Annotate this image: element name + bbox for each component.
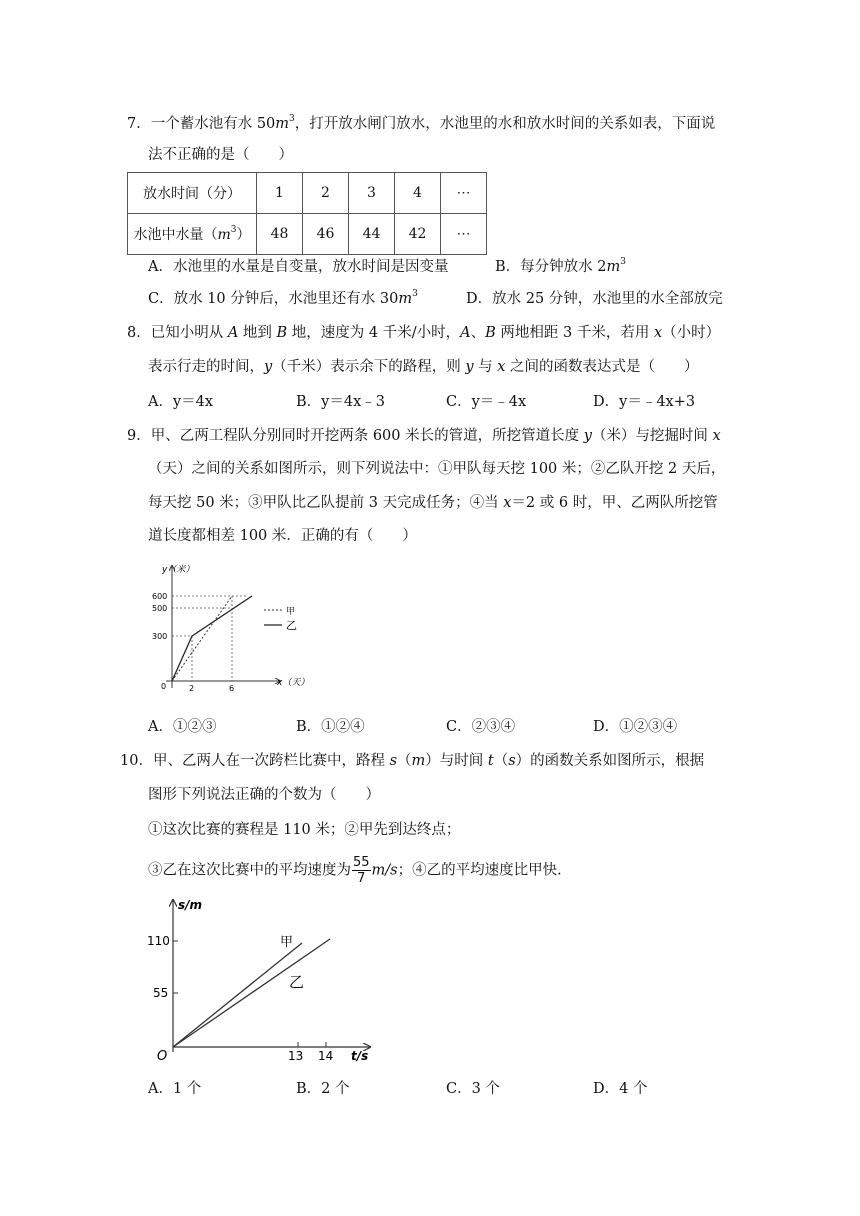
q9-text: （米）与挖掘时间 <box>591 428 713 444</box>
q9-text: 每天挖 50 米；③甲队比乙队提前 3 天完成任务；④当 <box>148 495 504 511</box>
y-axis-label: s/m <box>178 898 203 912</box>
q10-text: ）的函数关系如图所示，根据 <box>515 753 705 769</box>
q9-option-b[interactable]: B．①②④ <box>296 719 365 735</box>
q9-option-a[interactable]: A．①②③ <box>148 719 217 735</box>
series-yi-label: 乙 <box>289 973 305 991</box>
var-s: s <box>389 753 398 769</box>
var-x: x <box>712 428 721 444</box>
q7-option-d[interactable]: D．放水 25 分钟，水池里的水全部放完 <box>466 291 723 307</box>
q10-text: ③乙在这次比赛中的平均速度为 <box>148 862 351 879</box>
q10-option-c[interactable]: C．3 个 <box>446 1081 500 1097</box>
table-cell: 3 <box>349 173 395 214</box>
table-cell: 48 <box>257 214 303 255</box>
q7-line1 <box>127 114 715 134</box>
fraction-numerator: 55 <box>353 855 370 870</box>
var-y: y <box>465 359 474 375</box>
table-head-text: ） <box>236 227 251 243</box>
var-t: t <box>487 753 494 769</box>
q8-option-b[interactable]: B．y＝4x﹣3 <box>296 394 385 410</box>
y-tick-110: 110 <box>147 934 170 948</box>
q10-option-a[interactable]: A．1 个 <box>148 1081 202 1097</box>
y-tick-600: 600 <box>152 592 168 601</box>
table-cell: ⋯ <box>441 214 487 255</box>
q9-option-d[interactable]: D．①②③④ <box>593 719 678 735</box>
unit-m: m <box>606 259 621 275</box>
q10-text: 10．甲、乙两人在一次跨栏比赛中，路程 <box>120 753 390 769</box>
var-s: s <box>508 753 516 769</box>
x-tick-13: 13 <box>288 1049 304 1062</box>
q8-text: 与 <box>473 359 498 375</box>
unit-m: m <box>398 291 413 307</box>
x-axis-label: t/s <box>351 1049 369 1062</box>
legend-yi-label: 乙 <box>286 619 297 632</box>
q10-text: ）与时间 <box>425 753 488 769</box>
q7-text-b: ，打开放水闸门放水，水池里的水和放水时间的关系如表，下面说 <box>294 116 716 132</box>
var-y: y <box>264 359 273 375</box>
series-jia-line <box>172 596 232 681</box>
q10-line1 <box>120 751 704 771</box>
table-head-water <box>128 214 257 255</box>
y-tick-300: 300 <box>152 632 168 641</box>
q10-line4 <box>148 855 572 886</box>
q7-table <box>127 172 487 255</box>
var-a: A <box>227 325 239 341</box>
x-tick-14: 14 <box>318 1049 334 1062</box>
q8-text: 表示行走的时间， <box>148 359 264 375</box>
q7-line2: 法不正确的是（ ） <box>148 147 293 163</box>
q10-line3: ①这次比赛的赛程是 110 米；②甲先到达终点； <box>148 822 461 838</box>
q10-option-b[interactable]: B．2 个 <box>296 1081 350 1097</box>
x-tick-6: 6 <box>229 684 235 693</box>
unit-m-per-s: m/s <box>371 862 398 879</box>
q9-line2: （天）之间的关系如图所示，则下列说法中：①甲队每天挖 100 米；②乙队开挖 2 天后， <box>148 461 726 477</box>
q7-option-a[interactable]: A．水池里的水量是自变量，放水时间是因变量 <box>148 259 449 275</box>
series-yi-line <box>173 939 330 1047</box>
sup-3: 3 <box>620 257 626 267</box>
table-cell: 44 <box>349 214 395 255</box>
q8-option-d[interactable]: D．y＝﹣4x+3 <box>593 394 696 410</box>
q7-text-a: 7．一个蓄水池有水 50 <box>127 116 276 132</box>
unit-m: m <box>217 227 231 243</box>
sup-3: 3 <box>230 225 237 235</box>
q8-text: 8．已知小明从 <box>127 325 228 341</box>
table-cell: 46 <box>303 214 349 255</box>
q9-text: ＝2 或 6 时，甲、乙两队所挖管 <box>511 495 718 511</box>
q9-option-c[interactable]: C．②③④ <box>446 719 516 735</box>
var-m: m <box>411 753 426 769</box>
origin-label: O <box>157 1049 168 1062</box>
q8-line1 <box>127 323 720 343</box>
q9-line1 <box>127 426 721 446</box>
unit-m: m <box>275 116 290 132</box>
q10-option-d[interactable]: D．4 个 <box>593 1081 648 1097</box>
table-cell: 2 <box>303 173 349 214</box>
q10-chart <box>140 892 385 1062</box>
var-x: x <box>503 495 512 511</box>
table-cell: ⋯ <box>441 173 487 214</box>
q9-chart <box>140 558 340 698</box>
q10-text: ；④乙的平均速度比甲快． <box>397 862 572 879</box>
q8-text: 之间的函数表达式是（ ） <box>505 359 699 375</box>
var-b: B <box>276 325 288 341</box>
sup-3: 3 <box>289 114 295 124</box>
legend-jia-label: 甲 <box>286 607 296 617</box>
table-head-text: 水池中水量（ <box>133 227 218 243</box>
q9-text: 9．甲、乙两工程队分别同时开挖两条 600 米长的管道，所挖管道长度 <box>127 428 584 444</box>
var-x: x <box>497 359 506 375</box>
table-row <box>128 214 487 255</box>
option-text: C．放水 10 分钟后，水池里还有水 30 <box>148 291 399 307</box>
q7-option-b[interactable] <box>495 257 626 277</box>
y-tick-55: 55 <box>153 986 169 1000</box>
y-axis-label: y（米） <box>162 565 195 575</box>
table-cell: 42 <box>395 214 441 255</box>
table-cell: 1 <box>257 173 303 214</box>
var-a: A <box>460 325 471 341</box>
var-b: B <box>485 325 496 341</box>
var-y: y <box>583 428 592 444</box>
q8-text: 两地相距 3 千米，若用 <box>495 325 654 341</box>
x-tick-origin: 0 <box>161 682 167 691</box>
option-text: B．每分钟放水 2 <box>495 259 607 275</box>
q8-option-c[interactable]: C．y＝﹣4x <box>446 394 527 410</box>
fraction-denominator: 7 <box>357 871 366 886</box>
sup-3: 3 <box>412 289 418 299</box>
q10-text: （ <box>493 753 509 769</box>
q8-text: （小时） <box>662 325 721 341</box>
series-yi-line <box>172 596 252 681</box>
q8-text: 地到 <box>238 325 277 341</box>
q8-text: 地，速度为 4 千米/小时， <box>287 325 461 341</box>
x-tick-2: 2 <box>189 684 195 693</box>
q8-line2 <box>148 357 699 377</box>
table-row <box>128 173 487 214</box>
series-jia-label: 甲 <box>280 935 294 950</box>
y-tick-500: 500 <box>152 604 168 613</box>
table-cell: 4 <box>395 173 441 214</box>
q8-text: 、 <box>470 325 486 341</box>
q8-option-a[interactable]: A．y＝4x <box>148 394 214 410</box>
var-x: x <box>653 325 663 341</box>
x-axis-label: x（天） <box>277 678 310 688</box>
series-jia-line <box>173 943 305 1047</box>
q8-text: （千米）表示余下的路程，则 <box>272 359 466 375</box>
q10-text: （ <box>397 753 412 769</box>
table-head-time: 放水时间（分） <box>128 173 257 214</box>
q9-line3 <box>148 493 718 513</box>
q9-line4: 道长度都相差 100 米．正确的有（ ） <box>148 528 417 544</box>
q10-line2: 图形下列说法正确的个数为（ ） <box>148 787 380 803</box>
q7-option-c[interactable] <box>148 289 418 309</box>
fraction <box>352 855 371 886</box>
